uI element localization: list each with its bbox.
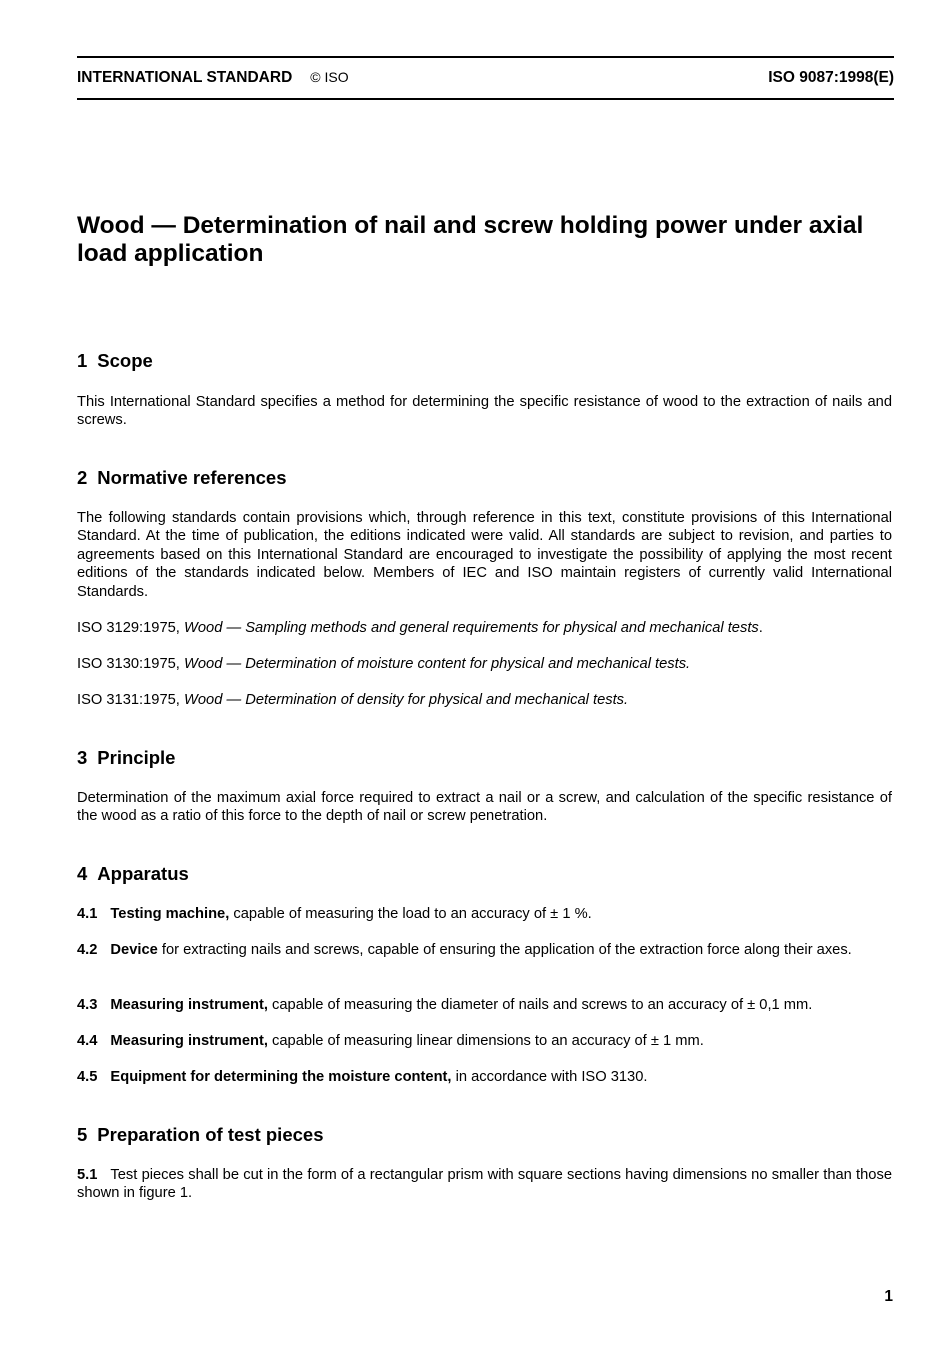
reference-code: ISO 3129:1975, — [77, 620, 180, 636]
section-number: 4 — [77, 863, 88, 884]
clause-term: Device — [110, 942, 158, 958]
reference-title: Wood — Determination of density for physical and mechanical tests. — [184, 692, 629, 708]
clause-number: 4.5 — [77, 1069, 98, 1085]
document-title: Wood — Determination of nail and screw holding power under axial load application — [77, 212, 864, 267]
header-top-rule — [77, 56, 894, 58]
preparation-item-5-1 — [77, 1166, 892, 1203]
reference-iso-3131 — [77, 691, 892, 709]
header-bottom-rule — [77, 98, 894, 100]
section-number: 2 — [77, 467, 88, 488]
apparatus-item-4-5 — [77, 1068, 892, 1086]
section-number: 5 — [77, 1124, 88, 1145]
section-title: Scope — [97, 350, 153, 371]
clause-text: capable of measuring the diameter of nails and screws to an accuracy of ± 0,1 mm. — [267, 997, 813, 1013]
section-title: Normative references — [97, 467, 287, 488]
reference-iso-3129 — [77, 619, 892, 637]
page-number: 1 — [884, 1288, 893, 1305]
clause-text: capable of measuring linear dimensions to an accuracy of ± 1 mm. — [267, 1033, 704, 1049]
reference-end: . — [758, 620, 763, 636]
reference-code: ISO 3130:1975, — [77, 656, 180, 672]
scope-text: This International Standard specifies a method for determining the specific resistance of wood to the extraction of nails and screws. — [77, 394, 892, 429]
clause-number: 4.4 — [77, 1033, 98, 1049]
clause-text: Test pieces shall be cut in the form of a rectangular prism with square sections having dimensions no smaller than those shown in figure 1. — [77, 1167, 892, 1202]
clause-term: Measuring instrument, — [110, 1033, 268, 1049]
header-left — [77, 69, 349, 87]
clause-number: 4.3 — [77, 997, 98, 1013]
reference-title: Wood — Sampling methods and general requirements for physical and mechanical tests — [184, 620, 759, 636]
reference-iso-3130 — [77, 655, 892, 673]
normative-text: The following standards contain provisions which, through reference in this text, constitute provisions of this International Standard. At the time of publication, the editions indicated were valid. All standards are subject to revision, and parties to agreements based on this International Standard are encouraged to investigate the possibility of applying the most recent editions of the standards indicated below. Members of IEC and ISO maintain registers of currently valid International Standards. — [77, 510, 892, 600]
section-number: 1 — [77, 350, 88, 371]
header-copyright: © ISO — [310, 69, 349, 85]
reference-code: ISO 3131:1975, — [77, 692, 180, 708]
clause-term: Measuring instrument, — [110, 997, 268, 1013]
apparatus-item-4-3 — [77, 996, 892, 1014]
apparatus-item-4-2 — [77, 941, 892, 959]
section-heading-principle — [77, 747, 175, 769]
clause-number: 5.1 — [77, 1167, 98, 1183]
section-heading-scope — [77, 350, 153, 372]
section-heading-preparation — [77, 1124, 323, 1146]
section-number: 3 — [77, 747, 88, 768]
section-title: Apparatus — [97, 863, 189, 884]
clause-term: Equipment for determining the moisture content, — [110, 1069, 452, 1085]
clause-text: in accordance with ISO 3130. — [451, 1069, 648, 1085]
page-header — [77, 69, 894, 91]
clause-term: Testing machine, — [110, 906, 230, 922]
section-title: Principle — [97, 747, 176, 768]
header-doc-number: ISO 9087:1998(E) — [768, 69, 894, 86]
apparatus-item-4-1 — [77, 905, 892, 923]
apparatus-item-4-4 — [77, 1032, 892, 1050]
clause-number: 4.2 — [77, 942, 98, 958]
principle-text: Determination of the maximum axial force required to extract a nail or a screw, and calculation of the specific resistance of the wood as a ratio of this force to the depth of nail or screw penetration. — [77, 790, 892, 825]
clause-text: capable of measuring the load to an accuracy of ± 1 %. — [229, 906, 592, 922]
section-heading-normative-references — [77, 467, 287, 489]
section-title: Preparation of test pieces — [97, 1124, 324, 1145]
reference-title: Wood — Determination of moisture content for physical and mechanical tests. — [184, 656, 691, 672]
section-heading-apparatus — [77, 863, 189, 885]
clause-number: 4.1 — [77, 906, 98, 922]
clause-text: for extracting nails and screws, capable of ensuring the application of the extraction force along their axes. — [157, 942, 852, 958]
header-standard-label: INTERNATIONAL STANDARD — [77, 69, 293, 86]
